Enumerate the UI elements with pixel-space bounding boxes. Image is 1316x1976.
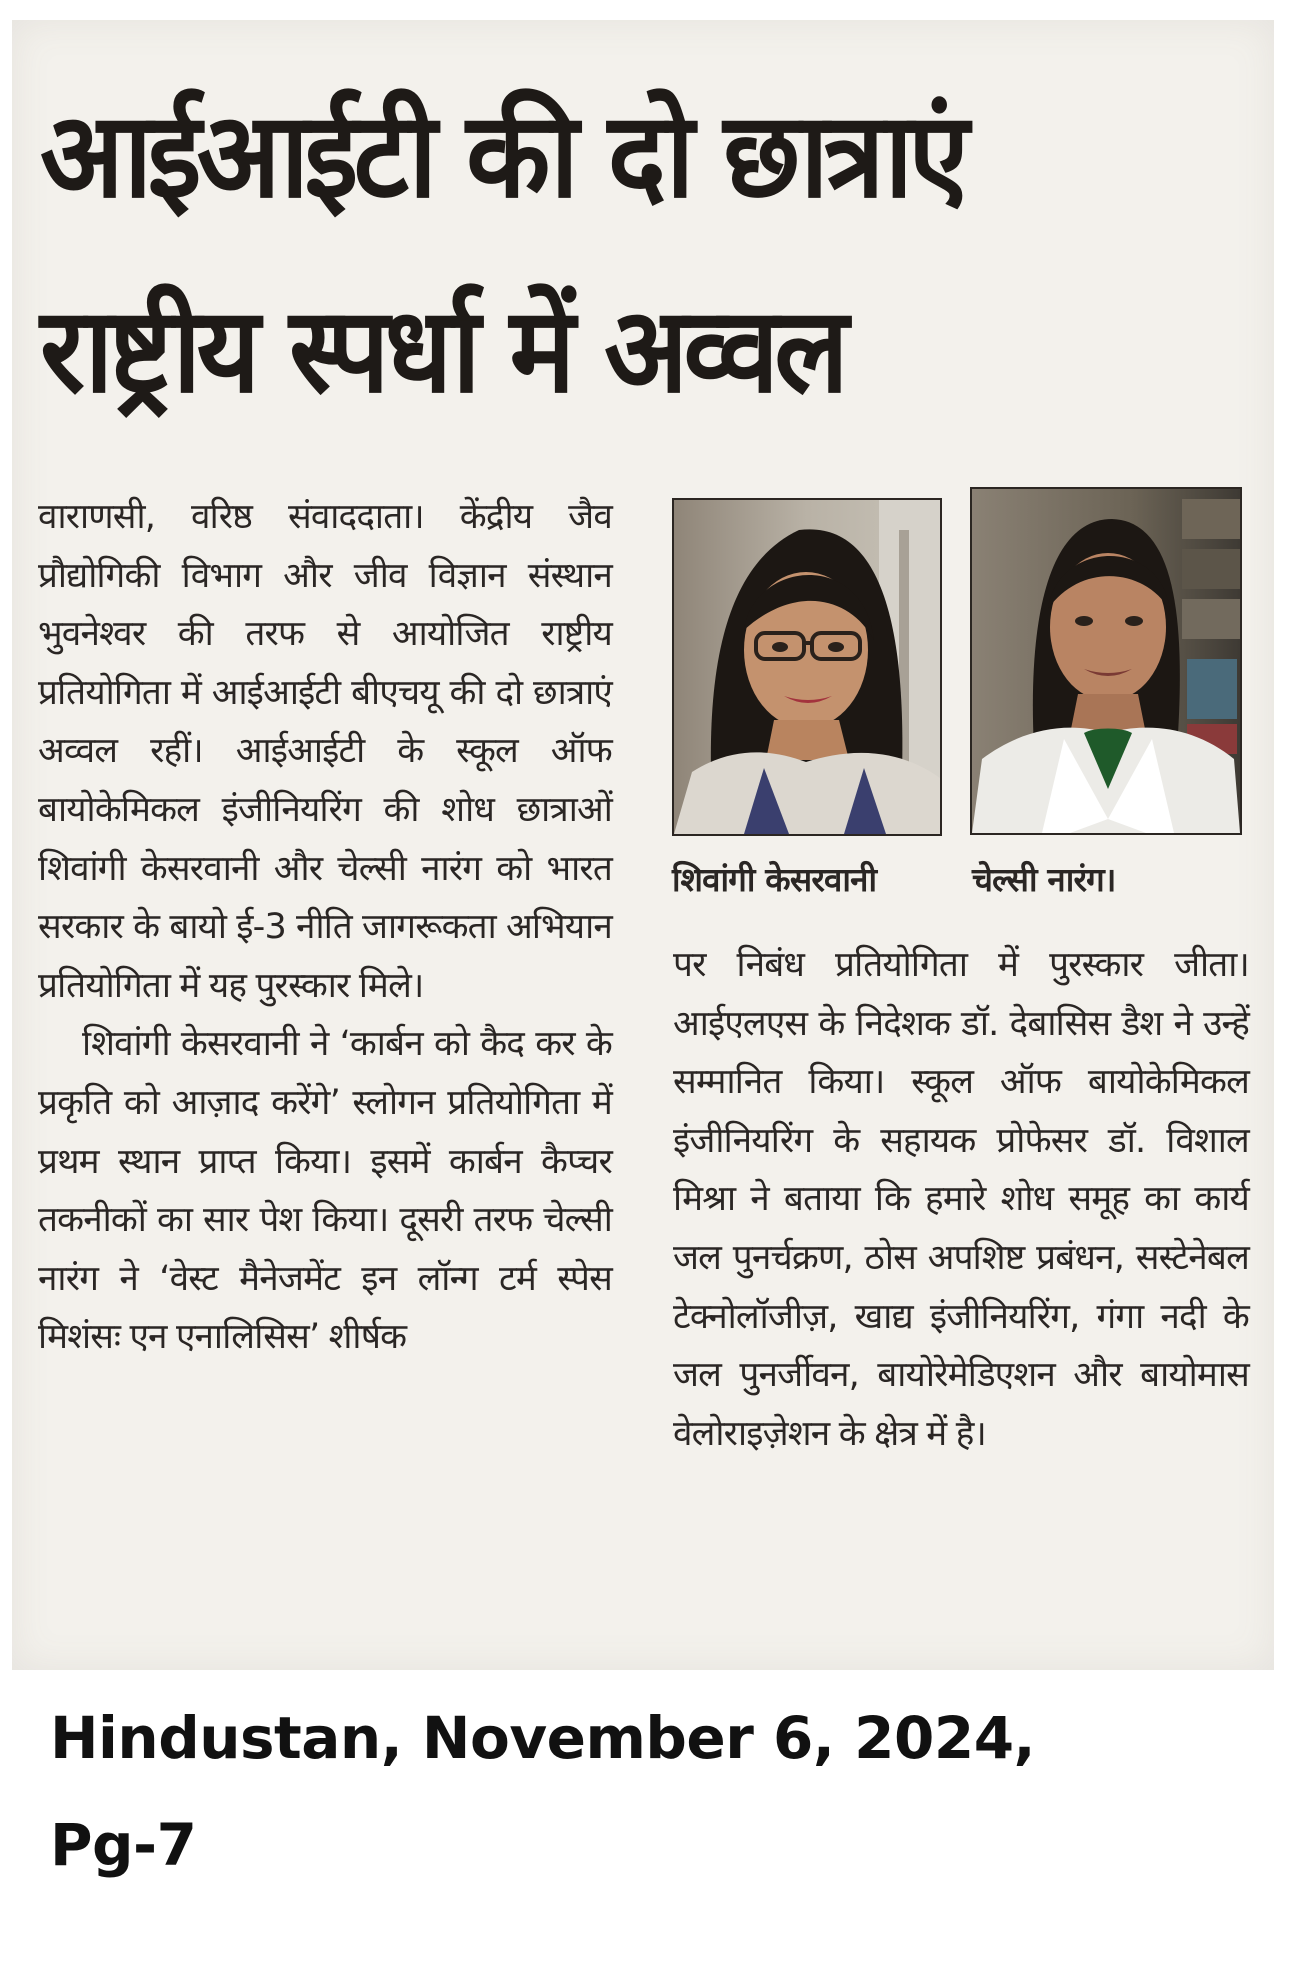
article-right-column xyxy=(673,936,1249,1463)
article-paragraph-2: शिवांगी केसरवानी ने ‘कार्बन को कैद कर के प्रकृति को आज़ाद करेंगे’ स्लोगन प्रतियोगिता में प्रथम स्थान प्राप्त किया। इसमें कार्बन कैप्चर तकनीकों का सार पेश किया। दूसरी तरफ चेल्सी नारंग ने ‘वेस्ट मैनेजमेंट इन लॉन्ग टर्म स्पेस मिशंसः एन एनालिसिस’ शीर्षक xyxy=(38,1024,612,1358)
article-paragraph-1: वाराणसी, वरिष्ठ संवाददाता। केंद्रीय जैव प्रौद्योगिकी विभाग और जीव विज्ञान संस्थान भुवनेश्वर की तरफ से आयोजित राष्ट्रीय प्रतियोगिता में आईआईटी बीएचयू की दो छात्राएं अव्वल रहीं। आईआईटी के स्कूल ऑफ बायोकेमिकल इंजीनियरिंग की शोध छात्राओं शिवांगी केसरवानी और चेल्सी नारंग को भारत सरकार के बायो ई-3 नीति जागरूकता अभियान प्रतियोगिता में यह पुरस्कार मिले। xyxy=(38,497,612,1006)
photo-shivangi-kesarwani xyxy=(672,498,942,836)
headline-line-1: आईआईटी की दो छात्राएं xyxy=(40,86,965,224)
photo-caption-1: शिवांगी केसरवानी xyxy=(672,860,877,899)
source-line-1: Hindustan, November 6, 2024, xyxy=(50,1704,1036,1772)
photo-caption-2: चेल्सी नारंग। xyxy=(972,860,1116,899)
article-left-column xyxy=(38,488,612,1367)
source-line-2: Pg-7 xyxy=(50,1811,197,1879)
portrait-image-2 xyxy=(972,489,1240,833)
photo-captions xyxy=(672,856,1262,902)
portrait-image-1 xyxy=(674,500,940,834)
article-paragraph-3: पर निबंध प्रतियोगिता में पुरस्कार जीता। आईएलएस के निदेशक डॉ. देबासिस डैश ने उन्हें सम्मानित किया। स्कूल ऑफ बायोकेमिकल इंजीनियरिंग के सहायक प्रोफेसर डॉ. विशाल मिश्रा ने बताया कि हमारे शोध समूह का कार्य जल पुनर्चक्रण, ठोस अपशिष्ट प्रबंधन, सस्टेनेबल टेक्नोलॉजीज़, खाद्य इंजीनियरिंग, गंगा नदी के जल पुनर्जीवन, बायोरेमेडिएशन और बायोमास वेलोराइज़ेशन के क्षेत्र में है। xyxy=(673,945,1249,1454)
headline-line-2: राष्ट्रीय स्पर्धा में अव्वल xyxy=(40,281,844,419)
photo-chelsea-narang xyxy=(970,487,1242,835)
source-citation xyxy=(50,1685,1270,1899)
